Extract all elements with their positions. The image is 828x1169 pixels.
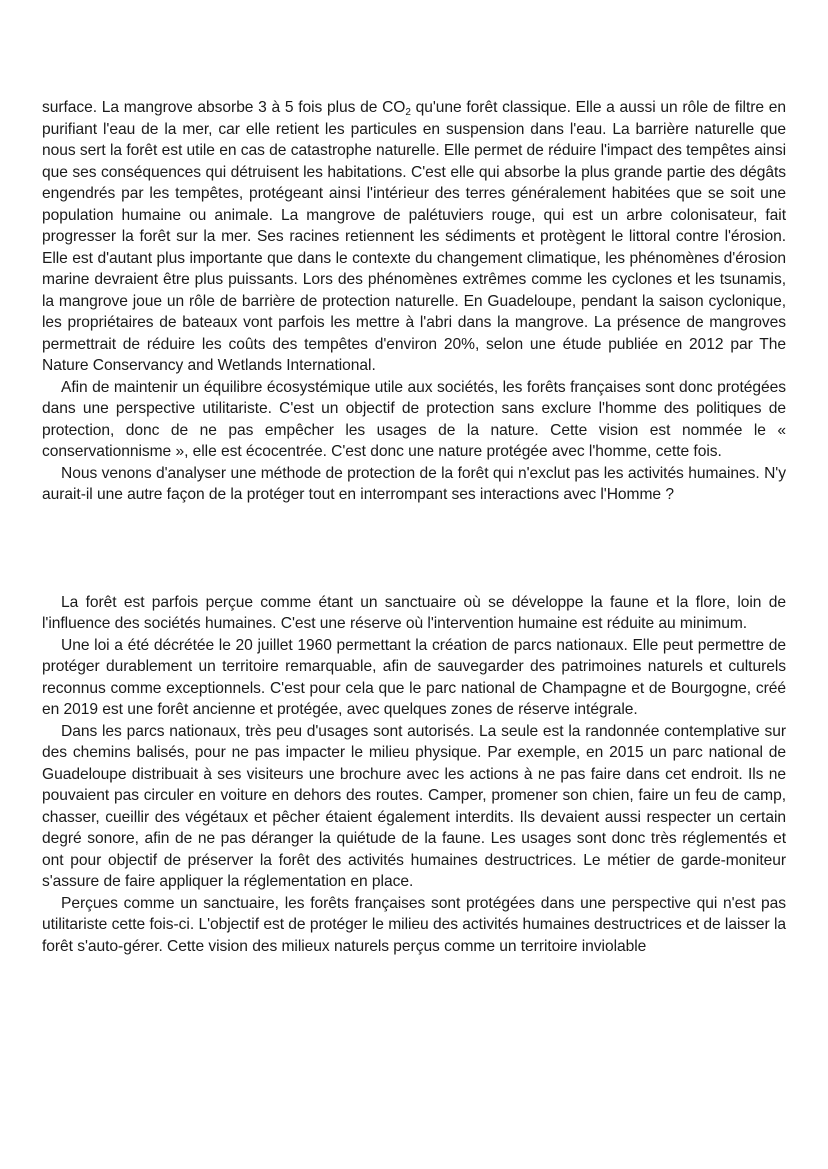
paragraph-mangrove	[42, 97, 786, 377]
paragraph-utilitarian: Afin de maintenir un équilibre écosystémique utile aux sociétés, les forêts françaises sont donc protégées dans une perspective utilitariste. C'est un objectif de protection sans exclure l'homme des politiques de protection, donc de ne pas empêcher les usages de la nature. Cette vision est nommée le « conservationnisme », elle est écocentrée. C'est donc une nature protégée avec l'homme, cette fois.	[42, 378, 786, 460]
paragraph-mangrove-text-start: surface. La mangrove absorbe 3 à 5 fois plus de CO	[42, 99, 406, 116]
paragraph-national-parks: Dans les parcs nationaux, très peu d'usages sont autorisés. La seule est la randonnée contemplative sur des chemins balisés, pour ne pas impacter le milieu physique. Par exemple, en 2015 un parc national de Guadeloupe distribuait à ses visiteurs une brochure avec les actions à ne pas faire dans cet endroit. Ils ne pouvaient pas circuler en voiture en dehors des routes. Camper, promener son chien, faire un feu de camp, chasser, cueillir des végétaux et pêcher étaient également interdits. Ils devaient aussi respecter un certain degré sonore, afin de ne pas déranger la quiétude de la faune. Les usages sont donc très réglementés et ont pour objectif de préserver la forêt des activités humaines destructrices. Le métier de garde-moniteur s'assure de faire appliquer la réglementation en place.	[42, 722, 786, 890]
paragraph-law-1960: Une loi a été décrétée le 20 juillet 1960 permettant la création de parcs nationaux. Elle peut permettre de protéger durablement un territoire remarquable, afin de sauvegarder des patrimoines naturels et culturels reconnus comme exceptionnels. C'est pour cela que le parc national de Champagne et de Bourgogne, créé en 2019 est une forêt ancienne et protégée, avec quelques zones de réserve intégrale.	[42, 636, 786, 718]
co2-subscript: 2	[405, 107, 411, 118]
paragraph-transition: Nous venons d'analyser une méthode de protection de la forêt qui n'exclut pas les activités humaines. N'y aurait-il une autre façon de la protéger tout en interrompant ses interactions avec l'Homme ?	[42, 464, 786, 503]
paragraph-sanctuary: La forêt est parfois perçue comme étant un sanctuaire où se développe la faune et la flore, loin de l'influence des sociétés humaines. C'est une réserve où l'intervention humaine est réduite au minimum.	[42, 593, 786, 632]
paragraph-preservation: Perçues comme un sanctuaire, les forêts françaises sont protégées dans une perspective qui n'est pas utilitariste cette fois-ci. L'objectif est de protéger le milieu des activités humaines destructrices et de laisser la forêt s'auto-gérer. Cette vision des milieux naturels perçus comme un territoire inviolable	[42, 894, 786, 955]
paragraph-mangrove-text-end: qu'une forêt classique. Elle a aussi un rôle de filtre en purifiant l'eau de la mer, car elle retient les particules en suspension dans l'eau. La barrière naturelle que nous sert la forêt est utile en cas de catastrophe naturelle. Elle permet de réduire l'impact des tempêtes ainsi que ses conséquences qui détruisent les habitations. C'est elle qui absorbe la plus grande partie des dégâts engendrés par les tempêtes, protégeant ainsi l'intérieur des terres généralement habitées que se soit une population humaine ou animale. La mangrove de palétuviers rouge, qui est un arbre colonisateur, fait progresser la forêt sur la mer. Ses racines retiennent les sédiments et protègent le littoral contre l'érosion. Elle est d'autant plus importante que dans le contexte du changement climatique, les phénomènes d'érosion marine devraient être plus puissants. Lors des phénomènes extrêmes comme les cyclones et les tsunamis, la mangrove joue un rôle de barrière de protection naturelle. En Guadeloupe, pendant la saison cyclonique, les propriétaires de bateaux vont parfois les mettre à l'abri dans la mangrove. La présence de mangroves permettrait de réduire les coûts des tempêtes d'environ 20%, selon une étude publiée en 2012 par The Nature Conservancy and Wetlands International.	[42, 99, 786, 374]
section-gap	[42, 506, 786, 592]
